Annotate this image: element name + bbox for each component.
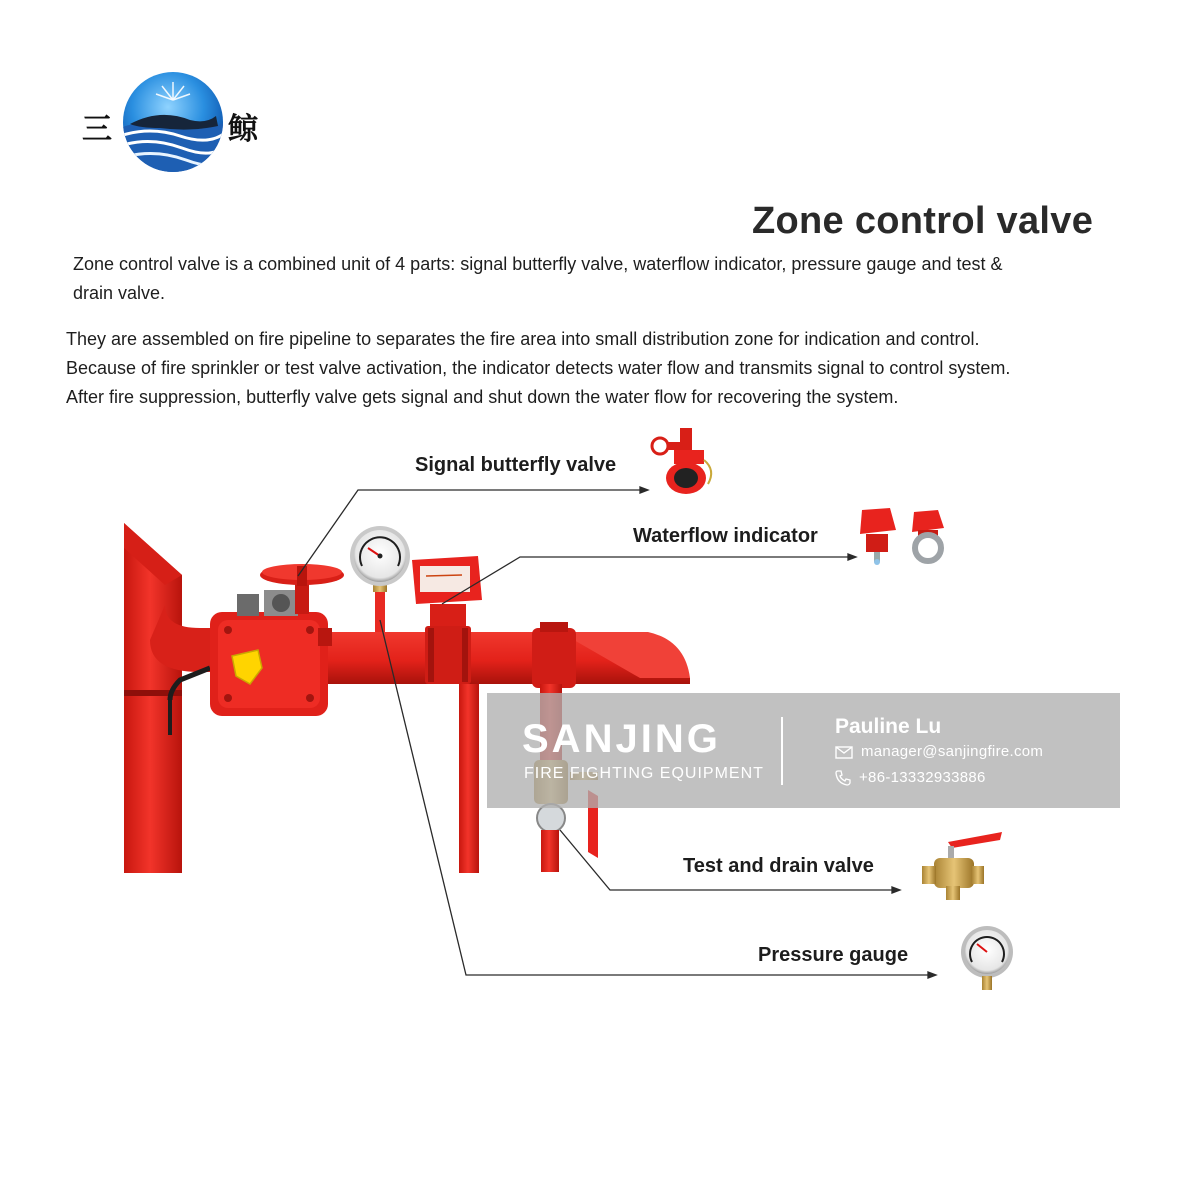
thumb-pressure-gauge — [961, 926, 1013, 990]
label-waterflow-indicator: Waterflow indicator — [633, 525, 818, 547]
label-pressure-gauge: Pressure gauge — [758, 944, 909, 966]
thumb-test-drain-valve — [922, 832, 1002, 900]
envelope-icon — [835, 746, 853, 759]
watermark-brand: SANJING — [522, 717, 721, 761]
watermark-subtitle: FIRE FIGHTING EQUIPMENT — [524, 765, 764, 782]
watermark-divider — [781, 717, 783, 785]
thumb-waterflow-indicator-b — [912, 510, 944, 561]
thumb-signal-butterfly-valve — [652, 428, 711, 494]
contact-name: Pauline Lu — [835, 715, 942, 738]
contact-phone: +86-13332933886 — [859, 769, 986, 786]
description-line-1: They are assembled on fire pipeline to separates the fire area into small distribution zone for indication and control. — [66, 329, 980, 349]
contact-email: manager@sanjingfire.com — [861, 743, 1044, 760]
description-line-3: After fire suppression, butterfly valve gets signal and shut down the water flow for recovering the system. — [66, 387, 899, 407]
contact-email-row — [835, 743, 1043, 760]
thumb-waterflow-indicator-a — [860, 508, 896, 565]
contact-phone-row — [835, 769, 986, 786]
label-signal-butterfly-valve: Signal butterfly valve — [415, 454, 617, 476]
intro-line-2: drain valve. — [73, 283, 166, 303]
description-line-2: Because of fire sprinkler or test valve activation, the indicator detects water flow and transmits signal to control system. — [66, 358, 1011, 378]
contact-watermark-banner — [487, 693, 1120, 808]
phone-icon — [835, 770, 851, 786]
intro-line-1: Zone control valve is a combined unit of 4 parts: signal butterfly valve, waterflow indicator, pressure gauge and test & — [73, 254, 1003, 274]
logo-char-right: 鲸 — [228, 112, 258, 147]
label-test-and-drain-valve: Test and drain valve — [683, 855, 874, 877]
page-title: Zone control valve — [752, 200, 1094, 242]
butterfly-valve-body — [210, 564, 344, 716]
pressure-gauge-main — [350, 526, 410, 632]
logo-char-left: 三 — [82, 112, 112, 147]
riser-pipe — [124, 523, 182, 873]
